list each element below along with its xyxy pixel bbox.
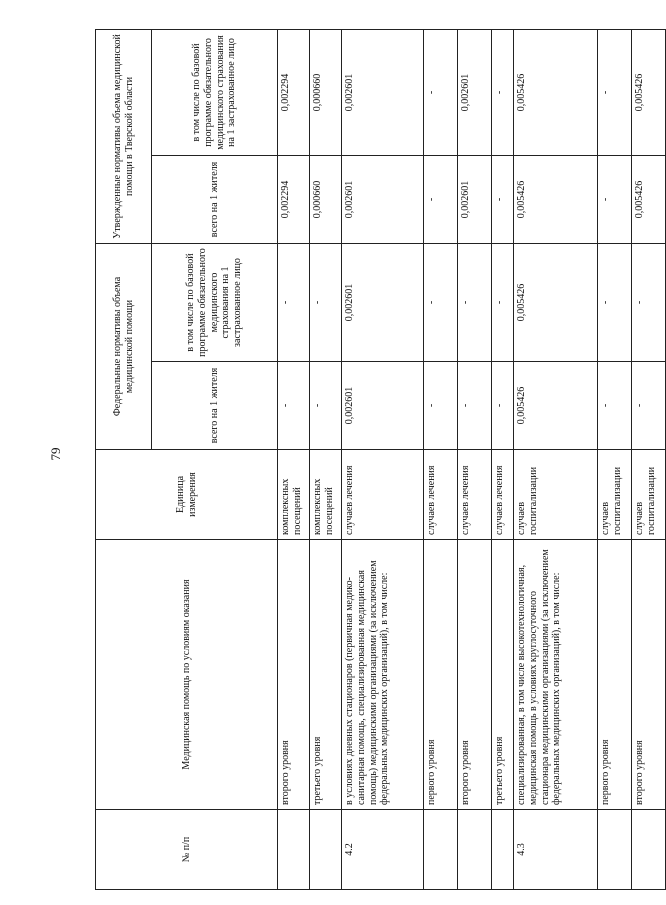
row-fed-total: 0,002601 — [342, 362, 424, 450]
row-reg-oms: - — [598, 29, 632, 155]
header-fed-oms: в том числе по базовой программе обязательного медицинского страхования на 1 застрахованное лицо — [152, 243, 278, 361]
row-fed-total: - — [310, 362, 342, 450]
row-fed-oms: 0,002601 — [342, 243, 424, 361]
row-unit: случаев лечения — [424, 450, 458, 540]
row-reg-total: - — [598, 155, 632, 243]
row-reg-oms: - — [492, 29, 514, 155]
row-fed-total: - — [278, 362, 310, 450]
row-unit: комплексных посещений — [278, 450, 310, 540]
row-care: специализированная, в том числе высокотехнологичная, медицинская помощь в условиях круглосуточного стационара медицинскими организациями (за исключением федеральных медицинских организаций), в том числе: — [514, 540, 598, 810]
row-unit: случаев лечения — [492, 450, 514, 540]
row-fed-total: - — [424, 362, 458, 450]
row-num — [310, 810, 342, 890]
table-row — [514, 29, 598, 889]
header-unit: Единица измерения — [96, 450, 278, 540]
table-row — [632, 29, 666, 889]
header-reg-total: всего на 1 жителя — [152, 155, 278, 243]
row-care: третьего уровня — [310, 540, 342, 810]
row-reg-oms: 0,005426 — [514, 29, 598, 155]
row-num — [598, 810, 632, 890]
header-fed-total: всего на 1 жителя — [152, 362, 278, 450]
row-num — [492, 810, 514, 890]
row-reg-oms: 0,002294 — [278, 29, 310, 155]
row-reg-oms: - — [424, 29, 458, 155]
row-reg-total: - — [424, 155, 458, 243]
row-fed-oms: - — [632, 243, 666, 361]
row-reg-oms: 0,000660 — [310, 29, 342, 155]
table-row — [310, 29, 342, 889]
row-fed-oms: - — [598, 243, 632, 361]
row-fed-total: - — [458, 362, 492, 450]
header-reg-oms: в том числе по базовой программе обязательного медицинского страхования на 1 застрахованное лицо — [152, 29, 278, 155]
row-unit: случаев лечения — [342, 450, 424, 540]
row-fed-total: 0,005426 — [514, 362, 598, 450]
table-row — [424, 29, 458, 889]
row-num: 4.2 — [342, 810, 424, 890]
row-fed-oms: - — [458, 243, 492, 361]
row-unit: случаев госпитализации — [514, 450, 598, 540]
row-reg-total: 0,000660 — [310, 155, 342, 243]
row-care: второго уровня — [458, 540, 492, 810]
row-reg-total: 0,005426 — [632, 155, 666, 243]
medical-care-norms-table — [95, 29, 666, 890]
row-reg-total: 0,002601 — [458, 155, 492, 243]
header-care: Медицинская помощь по условиям оказания — [96, 540, 278, 810]
row-num — [458, 810, 492, 890]
row-fed-oms: - — [278, 243, 310, 361]
table-row — [342, 29, 424, 889]
row-fed-oms: - — [310, 243, 342, 361]
row-num — [424, 810, 458, 890]
table-row — [278, 29, 310, 889]
row-care: второго уровня — [632, 540, 666, 810]
row-reg-total: 0,005426 — [514, 155, 598, 243]
row-care: третьего уровня — [492, 540, 514, 810]
row-unit: комплексных посещений — [310, 450, 342, 540]
row-num — [278, 810, 310, 890]
row-reg-oms: 0,005426 — [632, 29, 666, 155]
row-fed-total: - — [598, 362, 632, 450]
row-unit: случаев лечения — [458, 450, 492, 540]
row-fed-total: - — [632, 362, 666, 450]
rotated-table-container — [95, 30, 657, 890]
row-unit: случаев госпитализации — [632, 450, 666, 540]
row-fed-oms: 0,005426 — [514, 243, 598, 361]
header-regional: Утвержденные нормативы объема медицинской помощи в Тверской области — [96, 29, 152, 243]
header-federal: Федеральные нормативы объема медицинской помощи — [96, 243, 152, 449]
table-row — [458, 29, 492, 889]
header-row-1 — [96, 29, 152, 889]
header-num: № п/п — [96, 810, 278, 890]
row-fed-oms: - — [492, 243, 514, 361]
row-care: первого уровня — [598, 540, 632, 810]
page-number: 79 — [48, 447, 63, 461]
table-frame — [95, 30, 657, 890]
row-num — [632, 810, 666, 890]
table-row — [492, 29, 514, 889]
row-care: второго уровня — [278, 540, 310, 810]
row-fed-oms: - — [424, 243, 458, 361]
row-reg-oms: 0,002601 — [342, 29, 424, 155]
row-fed-total: - — [492, 362, 514, 450]
row-reg-total: 0,002294 — [278, 155, 310, 243]
row-reg-total: - — [492, 155, 514, 243]
row-num: 4.3 — [514, 810, 598, 890]
row-reg-oms: 0,002601 — [458, 29, 492, 155]
row-care: первого уровня — [424, 540, 458, 810]
row-unit: случаев госпитализации — [598, 450, 632, 540]
table-row — [598, 29, 632, 889]
row-care: в условиях дневных стационаров (первичная медико-санитарная помощь, специализированная медицинская помощь) медицинскими организациями (за исключением федеральных медицинских организаций), в том числе: — [342, 540, 424, 810]
row-reg-total: 0,002601 — [342, 155, 424, 243]
